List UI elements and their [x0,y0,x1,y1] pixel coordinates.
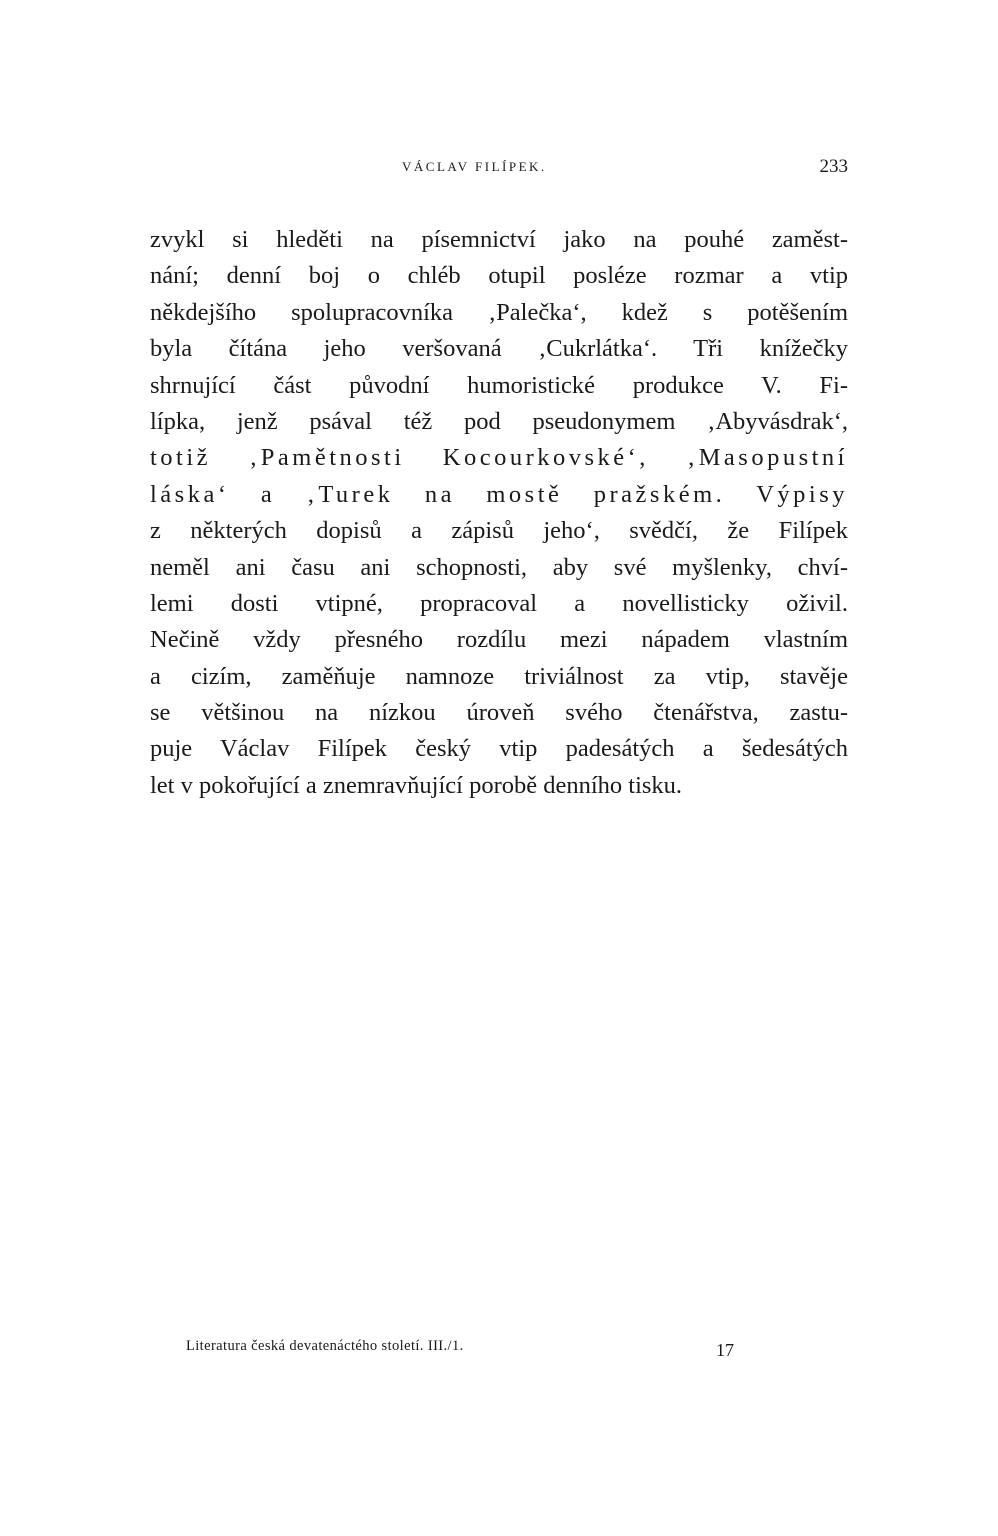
text-line: lípka, jenž psával též pod pseudonymem ‚Abyvásdrak‘, [150,407,848,435]
text-line: Nečině vždy přesného rozdílu mezi nápadem vlastním [150,626,848,654]
printer-signature: Literatura česká devatenáctého století. III./1. [186,1338,464,1354]
text-line: se většinou na nízkou úroveň svého čtenářstva, zastu- [150,699,848,727]
text-line: někdejšího spolupracovníka ‚Palečka‘, kdež s potěšením [150,298,848,326]
text-line: nání; denní boj o chléb otupil posléze rozmar a vtip [150,262,848,290]
text-line: totiž ‚Pamětnosti Kocourkovské‘, ‚Masopustní [150,444,848,472]
text-line: zvykl si hleděti na písemnictví jako na pouhé zaměst- [150,226,848,253]
text-line: let v pokořující a znemravňující porobě denního tisku. [150,771,683,799]
text-line: shrnující část původní humoristické produkce V. Fi- [150,371,848,399]
text-line: puje Václav Filípek český vtip padesátých a šedesátých [150,735,848,763]
text-line: láska‘ a ‚Turek na mostě pražském. Výpisy [150,480,848,508]
text-line: byla čítána jeho veršovaná ‚Cukrlátka‘. Tři knížečky [150,335,848,363]
text-line: neměl ani času ani schopnosti, aby své myšlenky, chví- [150,553,848,581]
page-footer [186,1338,746,1368]
running-head [150,156,848,186]
running-title: VÁCLAV FILÍPEK. [402,159,547,174]
text-line: lemi dosti vtipné, propracoval a novellisticky oživil. [150,589,848,617]
text-line: a cizím, zaměňuje namnoze triviálnost za vtip, stavěje [150,662,848,690]
text-line: z některých dopisů a zápisů jeho‘, svědčí, že Filípek [150,517,848,545]
sheet-number: 17 [716,1340,734,1360]
body-text [150,222,848,804]
page-number: 233 [819,156,848,177]
